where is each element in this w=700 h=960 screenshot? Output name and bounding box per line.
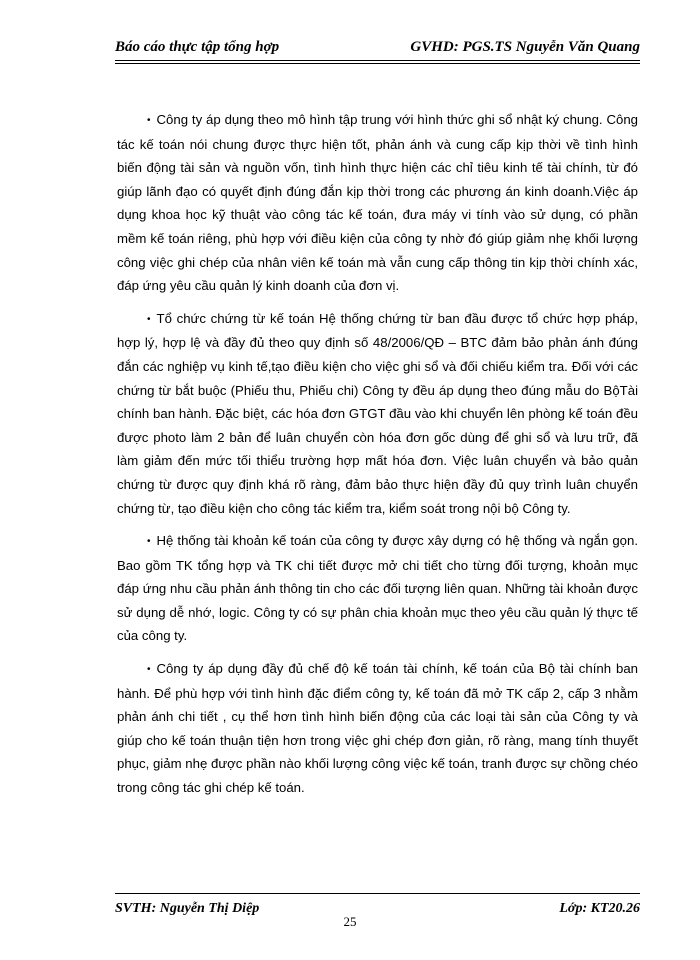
header-supervisor: GVHD: PGS.TS Nguyễn Văn Quang <box>410 39 640 55</box>
paragraph-1 <box>117 108 638 298</box>
header-report-title: Báo cáo thực tập tổng hợp <box>115 39 280 55</box>
footer-class: Lớp: KT20.26 <box>559 900 640 916</box>
document-body <box>117 108 638 809</box>
paragraph-text: Công ty áp dụng theo mô hình tập trung với hình thức ghi sổ nhật ký chung. Công tác kế toán nói chung được thực hiện tốt, phản ánh và cung cấp kịp thời về tình hình biến động tài sản và nguồn vốn, tình hình thực hiện các chỉ tiêu kinh tế tài chính, từ đó giúp lãnh đạo có quyết định đúng đắn kịp thời trong các phương án kinh doanh.Việc áp dụng khoa học kỹ thuật vào công tác kế toán, đưa máy vi tính vào sử dụng, có phần mềm kế toán riêng, phù hợp với điều kiện của công ty nhờ đó giúp giảm nhẹ khối lượng công việc ghi chép của nhân viên kế toán mà vẫn cung cấp thông tin kịp thời chính xác, đáp ứng yêu cầu quản lý kinh doanh của đơn vị. <box>117 112 638 294</box>
page-number: 25 <box>343 914 357 929</box>
bullet-icon: • <box>147 115 151 126</box>
paragraph-3 <box>117 529 638 648</box>
footer-student: SVTH: Nguyễn Thị Diệp <box>115 900 260 916</box>
paragraph-text: Công ty áp dụng đầy đủ chế độ kế toán tài chính, kế toán của Bộ tài chính ban hành. Để phù hợp với tình hình đặc điểm công ty, kế toán đã mở TK cấp 2, cấp 3 nhằm phản ánh chi tiết , cụ thể hơn tình hình biến động của các loại tài sản của Công ty và giúp cho kế toán thuận tiện hơn trong việc ghi chép đơn giản, rõ ràng, mang tính thuyết phục, giảm nhẹ được phần nào khối lượng công việc kế toán, tranh được sự chồng chéo trong công tác ghi chép kế toán. <box>117 661 638 796</box>
bullet-icon: • <box>147 664 151 676</box>
paragraph-text: Hệ thống tài khoản kế toán của công ty được xây dựng có hệ thống và ngắn gọn. Bao gồm TK tổng hợp và TK chi tiết được mở chi tiết cho từng đối tượng, khoản mục đáp ứng nhu cầu phản ánh thông tin cho các đối tượng liên quan. Những tài khoản được sử dụng dễ nhớ, logic. Công ty có sự phân chia khoản mục theo yêu cầu quản lý thực tế của công ty. <box>117 533 638 644</box>
paragraph-4 <box>117 657 638 800</box>
bullet-icon: • <box>147 313 151 325</box>
paragraph-2 <box>117 307 638 520</box>
bullet-icon: • <box>147 536 151 548</box>
paragraph-text: Tổ chức chứng từ kế toán Hệ thống chứng từ ban đầu được tổ chức hợp pháp, hợp lý, hợp lệ và đầy đủ theo quy định số 48/2006/QĐ – BTC đảm bảo phản ánh đúng đắn các nghiệp vụ kinh tế,tạo điều kiện cho việc ghi sổ và đối chiếu kiểm tra. Đối với các chứng từ bắt buộc (Phiếu thu, Phiếu chi) Công ty đều áp dụng theo đúng mẫu do BộTài chính ban hành. Đặc biệt, các hóa đơn GTGT đầu vào khi chuyển lên phòng kế toán đều được photo làm 2 bản để luân chuyển còn hóa đơn gốc dùng để ghi sổ và lưu trữ, đã làm giảm đến mức tối thiểu trường hợp mất hóa đơn. Việc luân chuyển và bảo quản chứng từ được quy định khá rõ ràng, đảm bảo thực hiện đầy đủ quy trình luân chuyển chứng từ, tạo điều kiện cho công tác kiểm tra, kiểm soát trong nội bộ Công ty. <box>117 310 638 516</box>
page-header <box>115 38 640 64</box>
